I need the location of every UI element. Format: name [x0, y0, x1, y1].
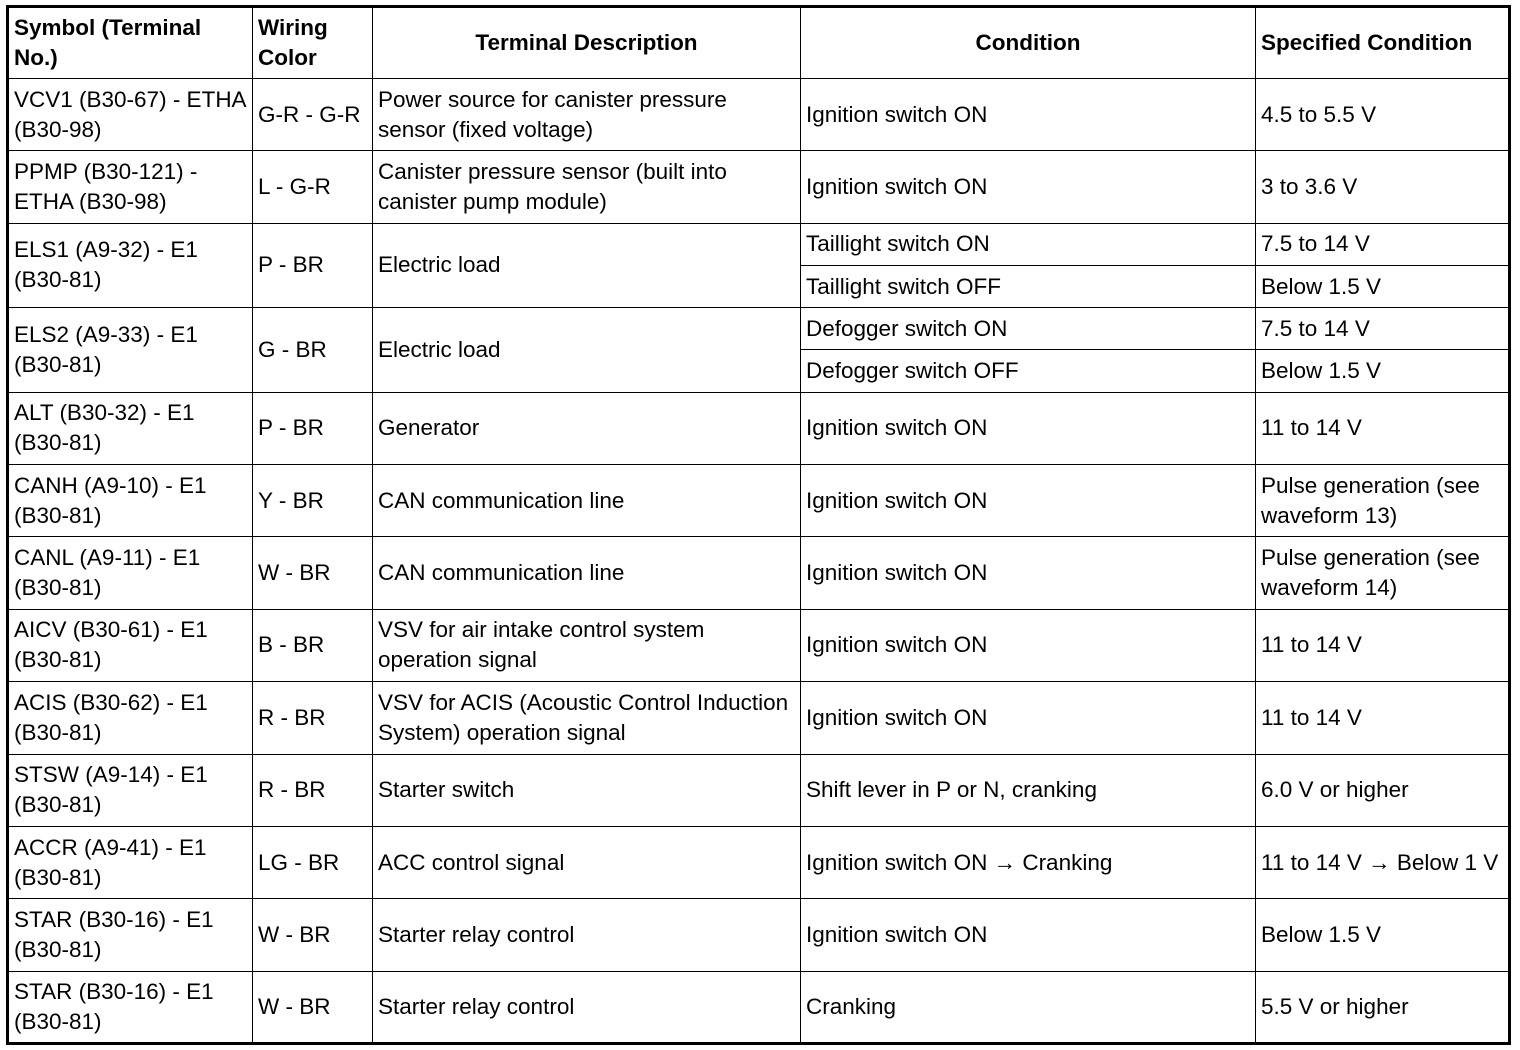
header-condition: Condition [801, 7, 1256, 79]
symbol-cell: CANL (A9-11) - E1 (B30-81) [8, 537, 253, 609]
table-row [8, 465, 1510, 537]
specified-condition-cell: Below 1.5 V [1256, 265, 1510, 307]
table-row [8, 308, 1510, 350]
condition-cell: Shift lever in P or N, cranking [801, 754, 1256, 826]
specified-condition-cell: 6.0 V or higher [1256, 754, 1510, 826]
condition-cell: Ignition switch ON [801, 609, 1256, 681]
description-cell: Electric load [373, 308, 801, 392]
symbol-cell: ALT (B30-32) - E1 (B30-81) [8, 392, 253, 464]
symbol-cell: ACCR (A9-41) - E1 (B30-81) [8, 826, 253, 898]
description-cell: CAN communication line [373, 465, 801, 537]
specified-condition-cell: 5.5 V or higher [1256, 971, 1510, 1043]
description-cell: Generator [373, 392, 801, 464]
condition-cell: Cranking [801, 971, 1256, 1043]
wiring-color-cell: LG - BR [253, 826, 373, 898]
table-row [8, 79, 1510, 151]
specified-condition-cell: 11 to 14 V [1256, 392, 1510, 464]
wiring-color-cell: R - BR [253, 682, 373, 754]
condition-cell: Ignition switch ON [801, 899, 1256, 971]
table-row [8, 223, 1510, 265]
condition-cell: Defogger switch OFF [801, 350, 1256, 392]
condition-cell: Ignition switch ON [801, 465, 1256, 537]
condition-cell: Defogger switch ON [801, 308, 1256, 350]
specified-condition-cell: 11 to 14 V → Below 1 V [1256, 826, 1510, 898]
table-row [8, 151, 1510, 223]
description-cell: VSV for air intake control system operation signal [373, 609, 801, 681]
table-row [8, 682, 1510, 754]
symbol-cell: CANH (A9-10) - E1 (B30-81) [8, 465, 253, 537]
symbol-cell: AICV (B30-61) - E1 (B30-81) [8, 609, 253, 681]
header-terminal-description: Terminal Description [373, 7, 801, 79]
table-row [8, 826, 1510, 898]
condition-cell: Ignition switch ON → Cranking [801, 826, 1256, 898]
description-cell: VSV for ACIS (Acoustic Control Induction System) operation signal [373, 682, 801, 754]
wiring-color-cell: W - BR [253, 971, 373, 1043]
wiring-color-cell: Y - BR [253, 465, 373, 537]
table-row [8, 971, 1510, 1043]
header-specified-condition: Specified Condition [1256, 7, 1510, 79]
table-row [8, 899, 1510, 971]
description-cell: CAN communication line [373, 537, 801, 609]
specified-condition-cell: 4.5 to 5.5 V [1256, 79, 1510, 151]
wiring-color-cell: W - BR [253, 537, 373, 609]
wiring-color-cell: G-R - G-R [253, 79, 373, 151]
terminal-spec-table [6, 5, 1511, 1045]
header-symbol: Symbol (Terminal No.) [8, 7, 253, 79]
symbol-cell: STAR (B30-16) - E1 (B30-81) [8, 899, 253, 971]
symbol-cell: STSW (A9-14) - E1 (B30-81) [8, 754, 253, 826]
wiring-color-cell: P - BR [253, 392, 373, 464]
description-cell: Power source for canister pressure sensor (fixed voltage) [373, 79, 801, 151]
condition-cell: Ignition switch ON [801, 537, 1256, 609]
condition-cell: Ignition switch ON [801, 79, 1256, 151]
wiring-color-cell: R - BR [253, 754, 373, 826]
table-row [8, 754, 1510, 826]
specified-condition-cell: 3 to 3.6 V [1256, 151, 1510, 223]
symbol-cell: STAR (B30-16) - E1 (B30-81) [8, 971, 253, 1043]
condition-cell: Ignition switch ON [801, 151, 1256, 223]
wiring-color-cell: P - BR [253, 223, 373, 307]
wiring-color-cell: G - BR [253, 308, 373, 392]
condition-cell: Taillight switch OFF [801, 265, 1256, 307]
specified-condition-cell: Pulse generation (see waveform 14) [1256, 537, 1510, 609]
wiring-color-cell: W - BR [253, 899, 373, 971]
description-cell: Starter relay control [373, 899, 801, 971]
specified-condition-cell: Below 1.5 V [1256, 350, 1510, 392]
specified-condition-cell: Pulse generation (see waveform 13) [1256, 465, 1510, 537]
symbol-cell: PPMP (B30-121) - ETHA (B30-98) [8, 151, 253, 223]
specified-condition-cell: Below 1.5 V [1256, 899, 1510, 971]
specified-condition-cell: 7.5 to 14 V [1256, 308, 1510, 350]
description-cell: Electric load [373, 223, 801, 307]
condition-cell: Taillight switch ON [801, 223, 1256, 265]
specified-condition-cell: 11 to 14 V [1256, 609, 1510, 681]
description-cell: Starter relay control [373, 971, 801, 1043]
header-row [8, 7, 1510, 79]
description-cell: ACC control signal [373, 826, 801, 898]
symbol-cell: ELS2 (A9-33) - E1 (B30-81) [8, 308, 253, 392]
symbol-cell: ELS1 (A9-32) - E1 (B30-81) [8, 223, 253, 307]
wiring-color-cell: B - BR [253, 609, 373, 681]
wiring-color-cell: L - G-R [253, 151, 373, 223]
specified-condition-cell: 7.5 to 14 V [1256, 223, 1510, 265]
condition-cell: Ignition switch ON [801, 392, 1256, 464]
description-cell: Canister pressure sensor (built into canister pump module) [373, 151, 801, 223]
table-row [8, 537, 1510, 609]
table-row [8, 392, 1510, 464]
symbol-cell: VCV1 (B30-67) - ETHA (B30-98) [8, 79, 253, 151]
table-row [8, 609, 1510, 681]
description-cell: Starter switch [373, 754, 801, 826]
specified-condition-cell: 11 to 14 V [1256, 682, 1510, 754]
condition-cell: Ignition switch ON [801, 682, 1256, 754]
header-wiring-color: Wiring Color [253, 7, 373, 79]
symbol-cell: ACIS (B30-62) - E1 (B30-81) [8, 682, 253, 754]
